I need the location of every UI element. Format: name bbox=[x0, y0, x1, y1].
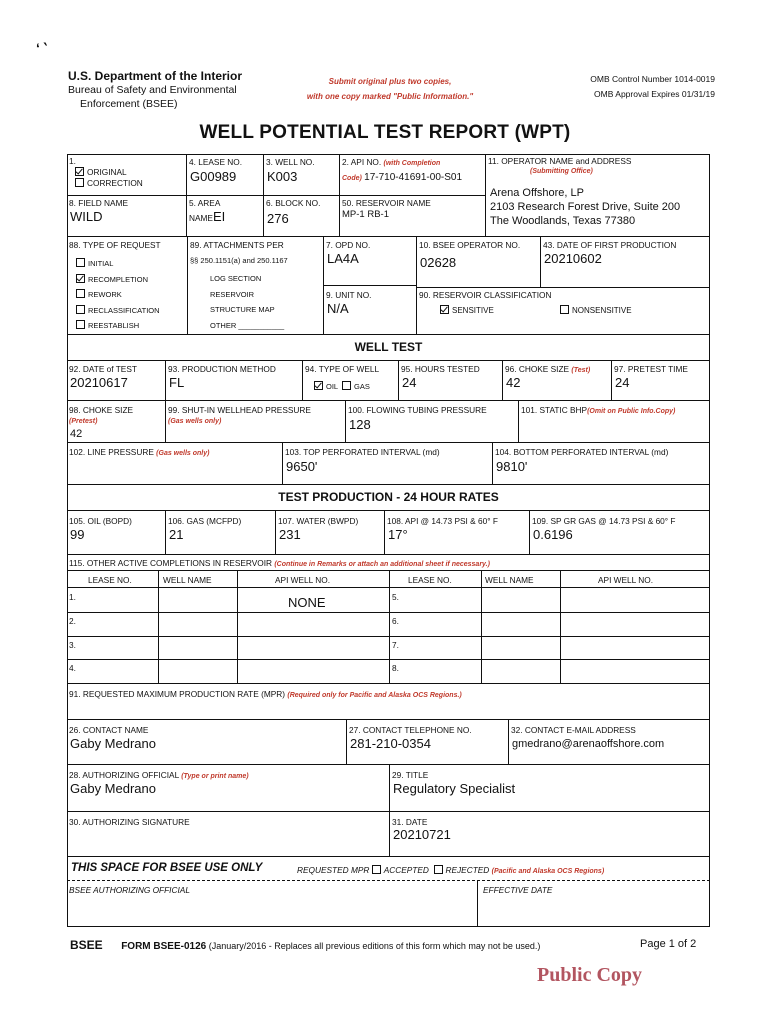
rejected-note: (Pacific and Alaska OCS Regions) bbox=[491, 868, 605, 875]
api-note-1: (with Completion bbox=[383, 160, 441, 167]
col-well-right: WELL NAME bbox=[485, 575, 534, 585]
col-lease-left: LEASE NO. bbox=[88, 575, 132, 585]
checkbox-icon[interactable] bbox=[372, 865, 381, 874]
gas-label: 106. GAS (MCFPD) bbox=[168, 516, 242, 526]
accepted-option[interactable] bbox=[372, 865, 429, 875]
lease-value[interactable]: G00989 bbox=[190, 169, 237, 184]
production-heading: TEST PRODUCTION - 24 HOUR RATES bbox=[278, 490, 499, 504]
row-7-number: 7. bbox=[392, 640, 399, 650]
checkbox-checked-icon[interactable] bbox=[75, 167, 84, 176]
request-rework[interactable] bbox=[76, 287, 160, 303]
omb-expires: OMB Approval Expires 01/31/19 bbox=[594, 89, 715, 99]
bureau-line-1: Bureau of Safety and Environmental bbox=[68, 84, 237, 96]
contact-email-label: 32. CONTACT E-MAIL ADDRESS bbox=[511, 725, 636, 735]
col-well-left: WELL NAME bbox=[163, 575, 212, 585]
line-pressure-label bbox=[69, 447, 209, 459]
submit-line-2: with one copy marked "Public Information." bbox=[306, 92, 474, 101]
operator-note: (Submitting Office) bbox=[530, 168, 593, 175]
top-interval-value[interactable]: 9650' bbox=[286, 459, 318, 474]
choke-note: (Test) bbox=[571, 367, 591, 374]
contact-phone-label: 27. CONTACT TELEPHONE NO. bbox=[349, 725, 472, 735]
area-value[interactable]: EI bbox=[212, 209, 226, 224]
api-gravity-value[interactable]: 17° bbox=[388, 527, 408, 542]
well-test-heading: WELL TEST bbox=[354, 340, 423, 354]
request-recompletion[interactable] bbox=[76, 272, 160, 288]
bsee-use-heading: THIS SPACE FOR BSEE USE ONLY bbox=[71, 862, 263, 874]
col-lease-right: LEASE NO. bbox=[408, 575, 452, 585]
reservoir-value[interactable]: MP-1 RB-1 bbox=[342, 209, 389, 220]
water-label: 107. WATER (BWPD) bbox=[278, 516, 359, 526]
oil-label: 105. OIL (BOPD) bbox=[69, 516, 132, 526]
original-label: ORIGINAL bbox=[87, 167, 127, 177]
bsee-official-label: BSEE AUTHORIZING OFFICIAL bbox=[69, 885, 190, 895]
effective-date-label: EFFECTIVE DATE bbox=[483, 885, 553, 895]
row-5-number: 5. bbox=[392, 592, 399, 602]
request-initial[interactable] bbox=[76, 256, 160, 272]
block-value[interactable]: 276 bbox=[267, 211, 289, 226]
checkbox-icon[interactable] bbox=[560, 305, 569, 314]
well-type-oil[interactable] bbox=[314, 382, 338, 391]
requested-mpr-label: REQUESTED MPR bbox=[297, 865, 370, 875]
hours-label: 95. HOURS TESTED bbox=[401, 364, 480, 374]
flowing-label: 100. FLOWING TUBING PRESSURE bbox=[348, 405, 487, 415]
well-type-gas-label: GAS bbox=[353, 382, 370, 391]
checkbox-checked-icon[interactable] bbox=[314, 381, 323, 390]
bottom-interval-label: 104. BOTTOM PERFORATED INTERVAL (md) bbox=[495, 447, 669, 457]
operator-address-2[interactable]: The Woodlands, Texas 77380 bbox=[490, 215, 636, 227]
choke-value[interactable]: 42 bbox=[506, 375, 521, 390]
attachments-regs: §§ 250.1151(a) and 250.1167 bbox=[190, 256, 288, 265]
submission-number: 1. bbox=[69, 156, 76, 166]
contact-phone-value[interactable]: 281-210-0354 bbox=[350, 736, 431, 751]
choke-label-text: 96. CHOKE SIZE bbox=[505, 364, 570, 374]
checkbox-icon[interactable] bbox=[76, 305, 85, 314]
api-label bbox=[342, 157, 440, 169]
col-api-right: API WELL NO. bbox=[598, 575, 654, 585]
completions-note: (Continue in Remarks or attach an additional sheet if necessary.) bbox=[274, 561, 490, 568]
official-note: (Type or print name) bbox=[181, 773, 249, 780]
signature-label: 30. AUTHORIZING SIGNATURE bbox=[69, 817, 190, 827]
rejected-label: REJECTED bbox=[445, 865, 490, 875]
sp-gr-label: 109. SP GR GAS @ 14.73 PSI & 60° F bbox=[532, 516, 676, 526]
opd-value[interactable]: LA4A bbox=[327, 251, 359, 266]
static-note: (Omit on Public Info.Copy) bbox=[587, 408, 676, 415]
page-number: Page 1 of 2 bbox=[640, 938, 697, 950]
area-prefix: NAME bbox=[189, 213, 213, 223]
checkbox-icon[interactable] bbox=[342, 381, 351, 390]
area-row bbox=[189, 209, 226, 224]
block-label: 6. BLOCK NO. bbox=[266, 198, 321, 208]
title-label: 29. TITLE bbox=[392, 770, 429, 780]
request-reclassification-label: RECLASSIFICATION bbox=[88, 305, 160, 315]
reservoir-class-label: 90. RESERVOIR CLASSIFICATION bbox=[419, 290, 552, 300]
submit-instructions bbox=[280, 74, 500, 104]
row-1-number: 1. bbox=[69, 592, 76, 602]
attachments-label: 89. ATTACHMENTS PER bbox=[190, 240, 284, 250]
request-label: 88. TYPE OF REQUEST bbox=[69, 240, 161, 250]
col-api-left: API WELL NO. bbox=[275, 575, 331, 585]
submission-type bbox=[69, 156, 143, 189]
operator-address-1[interactable]: 2103 Research Forest Drive, Suite 200 bbox=[490, 201, 681, 213]
field-value[interactable]: WILD bbox=[70, 209, 103, 224]
checkbox-icon[interactable] bbox=[434, 865, 443, 874]
well-type-label: 94. TYPE OF WELL bbox=[305, 364, 380, 374]
well-type-options bbox=[314, 381, 370, 392]
pretest-choke-label: 98. CHOKE SIZE bbox=[69, 405, 134, 415]
row-4-number: 4. bbox=[69, 663, 76, 673]
pretest-time-label: 97. PRETEST TIME bbox=[614, 364, 688, 374]
line-pressure-label-text: 102. LINE PRESSURE bbox=[69, 447, 154, 457]
request-reestablish-label: REESTABLISH bbox=[88, 321, 140, 330]
omb-number: OMB Control Number 1014-0019 bbox=[590, 74, 715, 84]
api-gravity-label: 108. API @ 14.73 PSI & 60° F bbox=[387, 516, 498, 526]
checkbox-icon[interactable] bbox=[76, 320, 85, 329]
checkbox-checked-icon[interactable] bbox=[440, 305, 449, 314]
unit-label: 9. UNIT NO. bbox=[326, 290, 372, 300]
form-title: WELL POTENTIAL TEST REPORT (WPT) bbox=[199, 122, 571, 143]
sp-gr-value[interactable]: 0.6196 bbox=[533, 527, 573, 542]
row-2-number: 2. bbox=[69, 616, 76, 626]
test-date-value[interactable]: 20210617 bbox=[70, 375, 128, 390]
operator-name[interactable]: Arena Offshore, LP bbox=[490, 187, 584, 199]
bsee-operator-label: 10. BSEE OPERATOR NO. bbox=[419, 240, 521, 250]
opd-label: 7. OPD NO. bbox=[326, 240, 371, 250]
nonsensitive-label: NONSENSITIVE bbox=[572, 306, 632, 315]
row-6-number: 6. bbox=[392, 616, 399, 626]
sign-date-value[interactable]: 20210721 bbox=[393, 827, 451, 842]
reservoir-label: 50. RESERVOIR NAME bbox=[342, 198, 431, 208]
submit-line-1: Submit original plus two copies, bbox=[328, 77, 452, 86]
attachment-reservoir: RESERVOIR bbox=[210, 289, 255, 299]
correction-option[interactable] bbox=[75, 178, 143, 189]
gas-value[interactable]: 21 bbox=[169, 527, 184, 542]
well-type-oil-label: OIL bbox=[326, 382, 338, 391]
correction-label: CORRECTION bbox=[87, 178, 143, 188]
hours-value[interactable]: 24 bbox=[402, 375, 417, 390]
api-value[interactable]: 17-710-41691-00-S01 bbox=[364, 172, 463, 183]
completions-none[interactable]: NONE bbox=[288, 595, 326, 610]
flowing-value[interactable]: 128 bbox=[349, 417, 371, 432]
attachment-other: OTHER ___________ bbox=[210, 320, 285, 330]
mpr-label-text: 91. REQUESTED MAXIMUM PRODUCTION RATE (MPR) bbox=[69, 689, 286, 699]
operator-label: 11. OPERATOR NAME and ADDRESS bbox=[488, 156, 632, 166]
mpr-label bbox=[69, 689, 462, 701]
pretest-time-value[interactable]: 24 bbox=[615, 375, 630, 390]
attachment-list bbox=[210, 271, 284, 333]
shutin-label: 99. SHUT-IN WELLHEAD PRESSURE bbox=[168, 405, 311, 415]
footer-form-note: (January/2016 - Replaces all previous editions of this form which may not be used.) bbox=[208, 941, 541, 951]
lease-label: 4. LEASE NO. bbox=[189, 157, 243, 167]
sensitive-label: SENSITIVE bbox=[452, 306, 494, 315]
attachment-log: LOG SECTION bbox=[210, 274, 262, 283]
checkbox-icon[interactable] bbox=[75, 178, 84, 187]
official-value[interactable]: Gaby Medrano bbox=[70, 781, 156, 796]
test-date-label: 92. DATE of TEST bbox=[69, 364, 137, 374]
api-label-text: 2. API NO. bbox=[342, 157, 382, 167]
contact-email-value[interactable]: gmedrano@arenaoffshore.com bbox=[512, 738, 665, 750]
oil-value[interactable]: 99 bbox=[70, 527, 85, 542]
operator-value[interactable] bbox=[490, 186, 680, 228]
bottom-interval-value[interactable]: 9810' bbox=[496, 459, 528, 474]
omb-block bbox=[545, 72, 715, 102]
field-label: 8. FIELD NAME bbox=[69, 198, 129, 208]
pretest-choke-note: (Pretest) bbox=[69, 418, 98, 425]
static-label-text: 101. STATIC BHP bbox=[521, 405, 588, 415]
row-8-number: 8. bbox=[392, 663, 399, 673]
checkbox-icon[interactable] bbox=[76, 258, 85, 267]
sign-date-label: 31. DATE bbox=[392, 817, 428, 827]
contact-name-value[interactable]: Gaby Medrano bbox=[70, 736, 156, 751]
request-initial-label: INITIAL bbox=[88, 259, 114, 268]
water-value[interactable]: 231 bbox=[279, 527, 301, 542]
department-name: U.S. Department of the Interior bbox=[68, 69, 243, 83]
well-value[interactable]: K003 bbox=[267, 169, 298, 184]
request-rework-label: REWORK bbox=[88, 290, 122, 299]
area-label: 5. AREA bbox=[189, 198, 221, 208]
line-pressure-note: (Gas wells only) bbox=[156, 450, 210, 457]
bsee-operator-value[interactable]: 02628 bbox=[420, 255, 457, 270]
api-row bbox=[342, 172, 462, 184]
scan-marks: ‘ ‵ bbox=[36, 40, 47, 56]
footer-form-number: FORM BSEE-0126 bbox=[121, 941, 207, 952]
first-production-value[interactable]: 20210602 bbox=[544, 251, 602, 266]
method-value[interactable]: FL bbox=[169, 375, 185, 390]
completions-label-text: 115. OTHER ACTIVE COMPLETIONS IN RESERVOIR bbox=[69, 558, 273, 568]
public-copy-stamp: Public Copy bbox=[537, 964, 643, 986]
request-reclassification[interactable] bbox=[76, 303, 160, 319]
static-label bbox=[521, 405, 675, 417]
title-value[interactable]: Regulatory Specialist bbox=[393, 781, 516, 796]
sensitive-option[interactable] bbox=[440, 305, 494, 316]
pretest-choke-value[interactable]: 42 bbox=[70, 428, 83, 440]
accepted-label: ACCEPTED bbox=[383, 865, 429, 875]
completions-label bbox=[69, 558, 490, 570]
agency-block bbox=[68, 69, 242, 111]
well-type-gas[interactable] bbox=[342, 382, 370, 391]
unit-value[interactable]: N/A bbox=[327, 301, 349, 316]
request-options bbox=[76, 256, 160, 334]
well-label: 3. WELL NO. bbox=[266, 157, 315, 167]
first-production-label: 43. DATE OF FIRST PRODUCTION bbox=[543, 240, 677, 250]
checkbox-icon[interactable] bbox=[76, 289, 85, 298]
footer-agency: BSEE bbox=[70, 938, 103, 952]
nonsensitive-option[interactable] bbox=[560, 305, 632, 316]
rejected-option[interactable] bbox=[434, 865, 490, 875]
checkbox-checked-icon[interactable] bbox=[76, 274, 85, 283]
official-label-text: 28. AUTHORIZING OFFICIAL bbox=[69, 770, 179, 780]
contact-name-label: 26. CONTACT NAME bbox=[69, 725, 149, 735]
method-label: 93. PRODUCTION METHOD bbox=[168, 364, 276, 374]
mpr-decision bbox=[297, 865, 604, 877]
row-3-number: 3. bbox=[69, 640, 76, 650]
shutin-note: (Gas wells only) bbox=[168, 418, 222, 425]
mpr-note: (Required only for Pacific and Alaska OCS Regions.) bbox=[287, 692, 462, 699]
request-reestablish[interactable] bbox=[76, 318, 160, 334]
api-note-2: Code) bbox=[342, 175, 362, 182]
top-interval-label: 103. TOP PERFORATED INTERVAL (md) bbox=[285, 447, 440, 457]
request-recompletion-label: RECOMPLETION bbox=[88, 274, 149, 284]
attachment-structure: STRUCTURE MAP bbox=[210, 305, 275, 314]
bureau-line-2: Enforcement (BSEE) bbox=[80, 98, 178, 110]
form-footer bbox=[70, 938, 540, 952]
original-option[interactable] bbox=[75, 167, 143, 178]
